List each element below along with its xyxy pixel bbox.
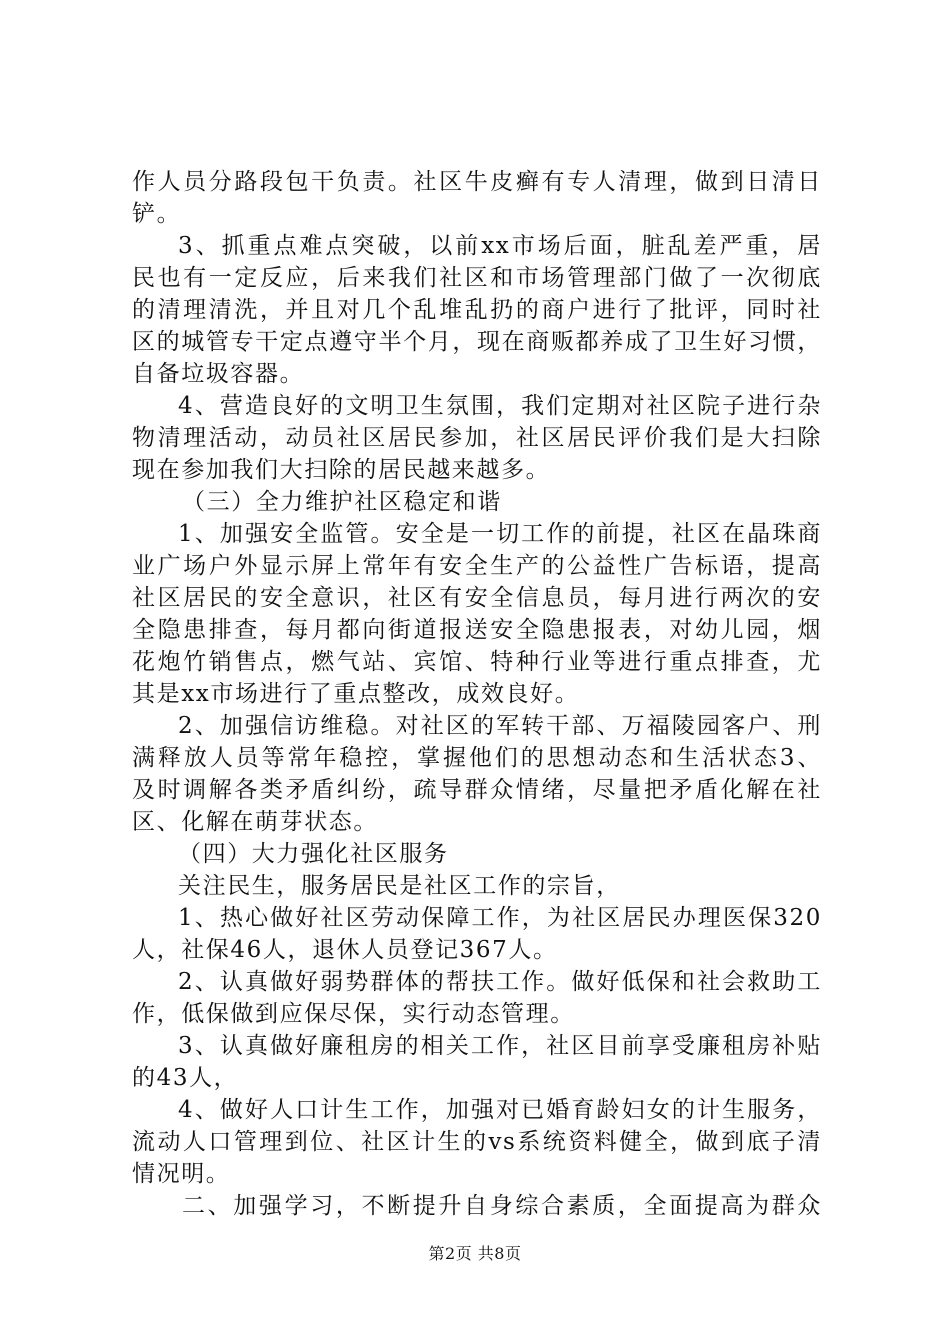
text-line: 1、热心做好社区劳动保障工作，为社区居民办理医保320	[178, 905, 822, 931]
text-line: 自备垃圾容器。	[132, 361, 305, 387]
text-line: 现在参加我们大扫除的居民越来越多。	[132, 457, 551, 483]
text-line: 人，社保46人，退休人员登记367人。	[132, 937, 558, 963]
text-line: （四）大力强化社区服务	[178, 841, 449, 867]
text-line: 4、营造良好的文明卫生氛围，我们定期对社区院子进行杂	[178, 393, 822, 419]
text-line: 及时调解各类矛盾纠纷，疏导群众情绪，尽量把矛盾化解在社	[132, 777, 822, 803]
text-line: 民也有一定反应，后来我们社区和市场管理部门做了一次彻底	[132, 265, 822, 291]
text-line: 二、加强学习，不断提升自身综合素质，全面提高为群众	[182, 1193, 822, 1219]
text-line: 2、认真做好弱势群体的帮扶工作。做好低保和社会救助工	[178, 969, 822, 995]
text-line: 业广场户外显示屏上常年有安全生产的公益性广告标语，提高	[132, 553, 822, 579]
text-line: 区的城管专干定点遵守半个月，现在商贩都养成了卫生好习惯，	[132, 329, 822, 355]
text-line: 全隐患排查，每月都向街道报送安全隐患报表，对幼儿园，烟	[132, 617, 822, 643]
text-line: 作，低保做到应保尽保，实行动态管理。	[132, 1001, 575, 1027]
text-line: （三）全力维护社区稳定和谐	[182, 489, 502, 515]
text-line: 2、加强信访维稳。对社区的军转干部、万福陵园客户、刑	[178, 713, 822, 739]
text-line: 关注民生，服务居民是社区工作的宗旨，	[178, 873, 621, 899]
text-line: 作人员分路段包干负责。社区牛皮癣有专人清理，做到日清日	[132, 169, 822, 195]
text-line: 满释放人员等常年稳控，掌握他们的思想动态和生活状态3、	[132, 745, 822, 771]
text-line: 区、化解在萌芽状态。	[132, 809, 378, 835]
text-line: 其是xx市场进行了重点整改，成效良好。	[132, 681, 580, 707]
document-body	[132, 166, 822, 1222]
text-line: 的清理清洗，并且对几个乱堆乱扔的商户进行了批评，同时社	[132, 297, 822, 323]
text-line: 3、认真做好廉租房的相关工作，社区目前享受廉租房补贴	[178, 1033, 822, 1059]
text-line: 4、做好人口计生工作，加强对已婚育龄妇女的计生服务，	[178, 1097, 822, 1123]
text-line: 1、加强安全监管。安全是一切工作的前提，社区在晶珠商	[178, 521, 822, 547]
page-footer: 第2页 共8页	[428, 1244, 522, 1263]
text-line: 铲。	[132, 201, 182, 227]
text-line: 物清理活动，动员社区居民参加，社区居民评价我们是大扫除	[132, 425, 822, 451]
text-line: 社区居民的安全意识，社区有安全信息员，每月进行两次的安	[132, 585, 822, 611]
text-line: 情况明。	[132, 1161, 231, 1187]
text-line: 3、抓重点难点突破，以前xx市场后面，脏乱差严重，居	[178, 233, 822, 259]
text-line: 的43人，	[132, 1065, 239, 1091]
text-line: 流动人口管理到位、社区计生的vs系统资料健全，做到底子清	[132, 1129, 822, 1155]
text-line: 花炮竹销售点，燃气站、宾馆、特种行业等进行重点排查，尤	[132, 649, 822, 675]
